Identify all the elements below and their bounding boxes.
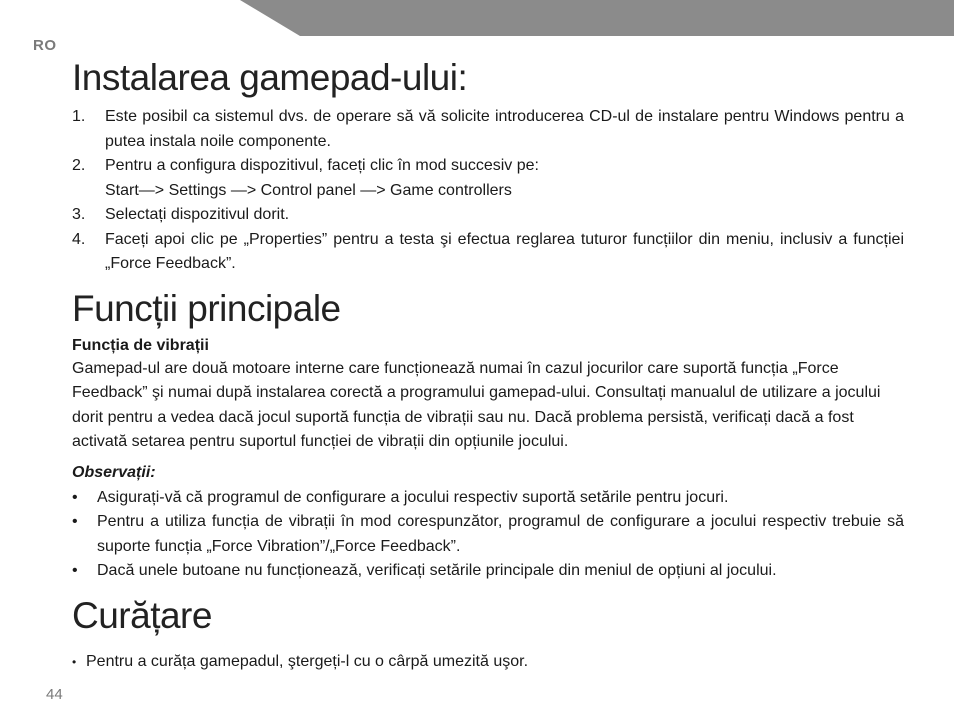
notes-list: [72, 486, 904, 584]
section-title-install: Instalarea gamepad-ului:: [72, 57, 468, 98]
step-number: 2.: [72, 157, 86, 174]
install-step: [72, 228, 904, 277]
cleaning-item: [72, 650, 904, 674]
section-title-functions: Funcții principale: [72, 287, 341, 329]
cleaning-list: [72, 650, 904, 674]
language-tag: RO: [33, 37, 57, 54]
bullet-icon: •: [72, 654, 77, 669]
install-step: [72, 105, 904, 154]
note-item: [72, 486, 904, 511]
install-step: [72, 154, 904, 203]
note-text: Dacă unele butoane nu funcționează, verificați setările principale din meniul de opțiuni al jocului.: [97, 562, 777, 579]
step-text: Este posibil ca sistemul dvs. de operare să vă solicite introducerea CD-ul de instalare pentru Windows pentru a putea instala noile componente.: [105, 108, 904, 150]
note-item: [72, 510, 904, 559]
bullet-icon: •: [72, 488, 78, 506]
bullet-icon: •: [72, 562, 78, 579]
note-text: Asigurați-vă că programul de configurare a jocului respectiv suportă setările pentru jocuri.: [97, 488, 729, 506]
page-content: [72, 50, 904, 674]
bullet-icon: •: [72, 513, 78, 530]
step-number: 3.: [72, 206, 86, 223]
step-path: Start—> Settings —> Control panel —> Game controllers: [105, 181, 512, 199]
step-number: 1.: [72, 108, 86, 125]
cleaning-text: Pentru a curăța gamepadul, ştergeți-l cu o cârpă umezită uşor.: [86, 652, 529, 670]
step-text: Pentru a configura dispozitivul, faceți clic în mod succesiv pe:: [105, 157, 539, 174]
step-text: Selectați dispozitivul dorit.: [105, 206, 290, 223]
step-number: 4.: [72, 230, 86, 248]
notes-title: Observații:: [72, 463, 156, 481]
vibration-paragraph: Gamepad-ul are două motoare interne care funcționează numai în cazul jocurilor care suportă funcția „Force Feedback” şi numai după instalarea corectă a programului gamepad-ului. Consultați manualul de utilizare a jocului dorit pentru a vedea dacă jocul suportă funcția de vibrații sau nu. Dacă problema persistă, verificați dacă a fost activată setarea pentru suportul funcției de vibrații din opțiunile jocului.: [72, 359, 881, 450]
install-steps-list: [72, 105, 904, 277]
header-band: [240, 0, 954, 36]
subsection-title-vibration: Funcția de vibrații: [72, 336, 209, 354]
install-step: [72, 203, 904, 228]
note-text: Pentru a utiliza funcția de vibrații în mod corespunzător, programul de configurare a jocului respectiv trebuie să suporte funcția „Force Vibration”/„Force Feedback”.: [97, 513, 904, 555]
note-item: [72, 559, 904, 584]
page-number: 44: [46, 686, 63, 703]
section-title-cleaning: Curățare: [72, 594, 212, 636]
step-text: Faceți apoi clic pe „Properties” pentru a testa şi efectua reglarea tuturor funcțiilor din meniu, inclusiv a funcției „Force Feedback”.: [105, 230, 904, 272]
